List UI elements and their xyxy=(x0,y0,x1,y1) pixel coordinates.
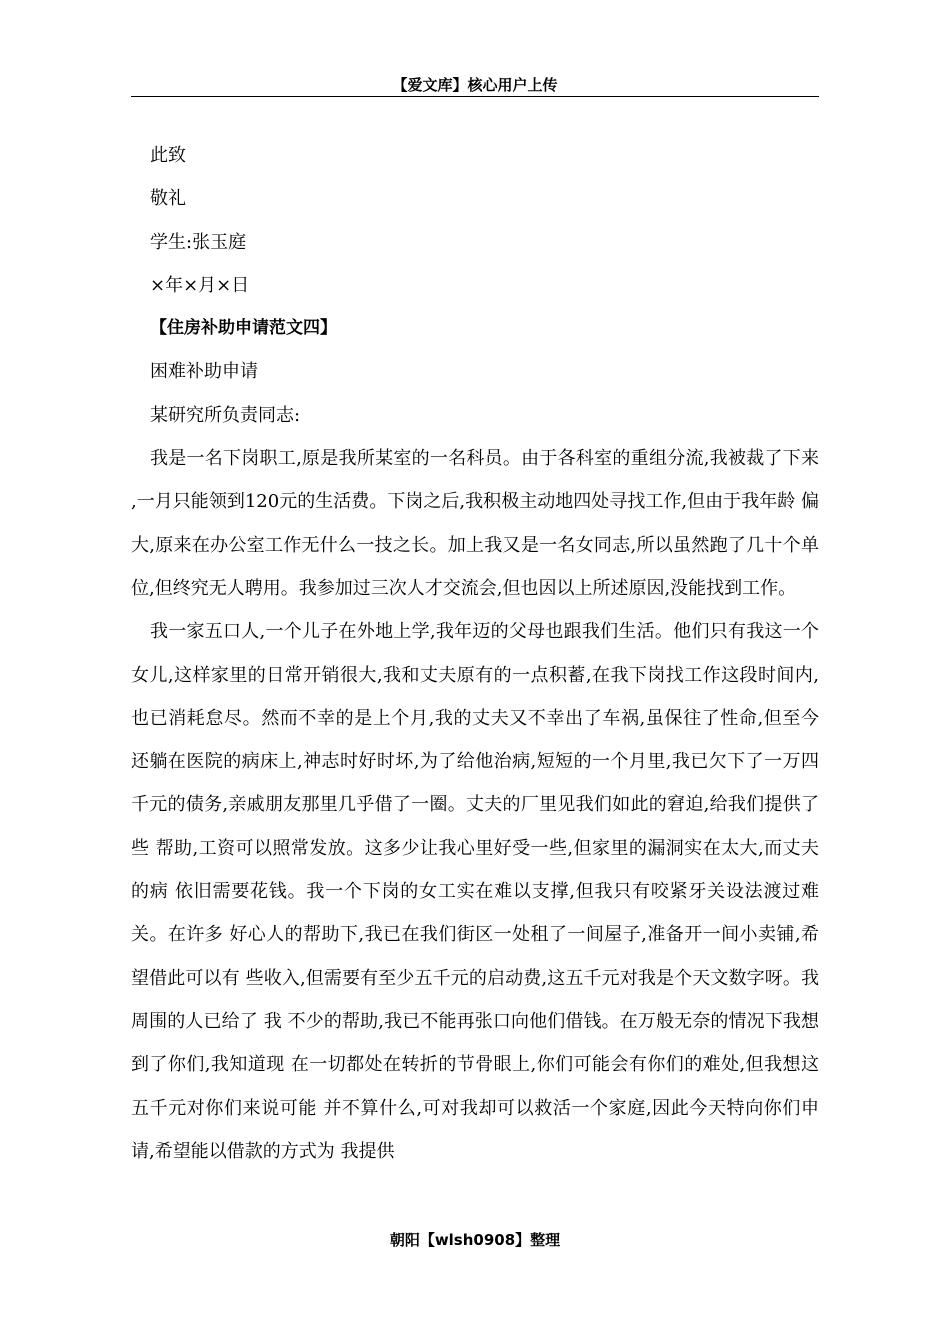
document-body xyxy=(131,134,819,1173)
section-heading: 【住房补助申请范文四】 xyxy=(150,318,337,339)
page-footer: 朝阳【wlsh0908】整理 xyxy=(389,1231,561,1249)
salutation: 某研究所负责同志: xyxy=(150,404,301,426)
closing-line-2: 敬礼 xyxy=(150,188,186,210)
date-line: ×年×月×日 xyxy=(150,274,250,296)
application-title: 困难补助申请 xyxy=(150,361,258,383)
page-header: 【爱文库】核心用户上传 xyxy=(131,74,819,97)
paragraph-1: 我是一名下岗职工,原是我所某室的一名科员。由于各科室的重组分流,我被裁了下来 ,一月只能领到120元的生活费。下岗之后,我积极主动地四处寻找工作,但由于我年龄 偏大,原来在办公室工作无什么一技之长。加上我又是一名女同志,所以虽然跑了几十个单 位,但终究无人聘用。我参加过三次人才交流会,但也因以上所述原因,没能找到工作。 xyxy=(131,448,819,599)
paragraph-2: 我一家五口人,一个儿子在外地上学,我年迈的父母也跟我们生活。他们只有我这一个 女儿,这样家里的日常开销很大,我和丈夫原有的一点积蓄,在我下岗找工作这段时间内, 也已消耗怠尽。然而不幸的是上个月,我的丈夫又不幸出了车祸,虽保往了性命,但至今 还躺在医院的病床上,神志时好时坏,为了给他治病,短短的一个月里,我已欠下了一万四 千元的债务,亲戚朋友那里几乎借了一圈。丈夫的厂里见我们如此的窘迫,给我们提供了些 帮助,工资可以照常发放。这多少让我心里好受一些,但家里的漏洞实在太大,而丈夫的病 依旧需要花钱。我一个下岗的女工实在难以支撑,但我只有咬紧牙关设法渡过难关。在许多 好心人的帮助下,我已在我们街区一处租了一间屋子,准备开一间小卖铺,希望借此可以有 些收入,但需要有至少五千元的启动费,这五千元对我是个天文数字呀。我周围的人已给了 我 不少的帮助,我已不能再张口向他们借钱。在万般无奈的情况下我想到了你们,我知道现 在一切都处在转折的节骨眼上,你们可能会有你们的难处,但我想这五千元对你们来说可能 并不算什么,可对我却可以救活一个家庭,因此今天特向你们申请,希望能以借款的方式为 我提供 xyxy=(131,621,819,1162)
closing-line-1: 此致 xyxy=(150,145,186,166)
signature: 学生:张玉庭 xyxy=(150,231,247,253)
